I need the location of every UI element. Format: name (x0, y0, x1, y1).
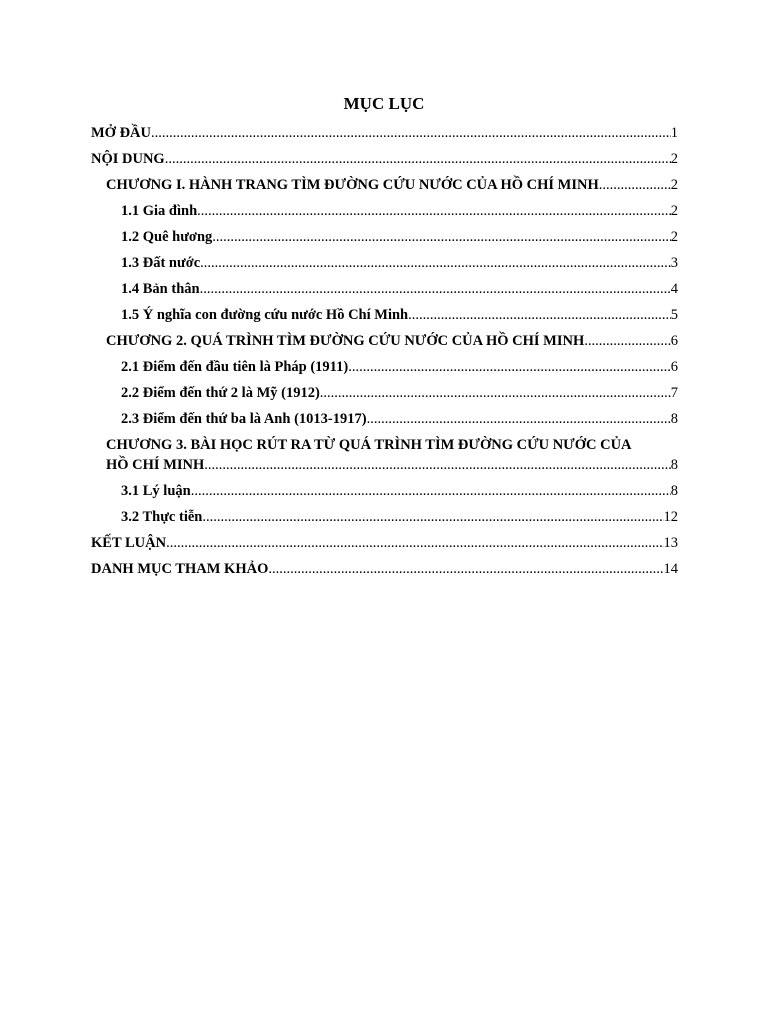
toc-dot-leader (320, 383, 671, 403)
toc-page-number: 2 (670, 177, 678, 193)
toc-page-number: 1 (670, 125, 678, 141)
toc-entry-3-1 (91, 481, 678, 501)
toc-entry-3-2 (91, 507, 678, 527)
toc-entry-1-3 (91, 253, 678, 273)
toc-entry-chapter-3 (91, 435, 678, 475)
toc-entry-1-2 (91, 227, 678, 247)
toc-page-number: 6 (670, 333, 678, 349)
toc-dot-leader (204, 455, 670, 475)
toc-page-number: 7 (670, 385, 678, 401)
toc-dot-leader (408, 305, 671, 325)
toc-page-number: 8 (670, 457, 678, 473)
table-of-contents (91, 123, 678, 585)
toc-dot-leader (202, 507, 663, 527)
toc-page-number: 8 (670, 483, 678, 499)
toc-page-number: 2 (670, 151, 678, 167)
toc-entry-chapter-1 (91, 175, 678, 195)
toc-dot-leader (197, 201, 671, 221)
toc-entry-label: 3.2 Thực tiễn (121, 509, 203, 525)
toc-entry-label: 1.5 Ý nghĩa con đường cứu nước Hồ Chí Minh (121, 307, 409, 323)
toc-page-number: 2 (670, 203, 678, 219)
toc-dot-leader (268, 559, 663, 579)
toc-entry-label: 2.2 Điểm đến thứ 2 là Mỹ (1912) (121, 385, 320, 401)
toc-entry-label: 2.1 Điểm đến đầu tiên là Pháp (1911) (121, 359, 349, 375)
toc-entry-label-line-1: CHƯƠNG 3. BÀI HỌC RÚT RA TỪ QUÁ TRÌNH TÌM ĐƯỜNG CỨU NƯỚC CỦA (106, 437, 632, 453)
toc-entry-danh-muc-tham-khao (91, 559, 678, 579)
toc-entry-label: CHƯƠNG 2. QUÁ TRÌNH TÌM ĐƯỜNG CỨU NƯỚC CỦA HỒ CHÍ MINH (106, 333, 585, 349)
toc-title: MỤC LỤC (343, 94, 425, 113)
toc-entry-ket-luan (91, 533, 678, 553)
toc-page-number: 8 (670, 411, 678, 427)
toc-entry-label: KẾT LUẬN (91, 535, 167, 551)
toc-entry-noi-dung (91, 149, 678, 169)
toc-entry-label: CHƯƠNG I. HÀNH TRANG TÌM ĐƯỜNG CỨU NƯỚC CỦA HỒ CHÍ MINH (106, 177, 599, 193)
toc-entry-label-line-2: HỒ CHÍ MINH (106, 457, 205, 473)
toc-dot-leader (200, 279, 671, 299)
toc-page-number: 4 (670, 281, 678, 297)
toc-page-number: 2 (670, 229, 678, 245)
toc-dot-leader (367, 409, 671, 429)
toc-dot-leader (584, 331, 671, 351)
toc-page-number: 5 (670, 307, 678, 323)
toc-entry-label: 1.4 Bản thân (121, 281, 200, 297)
toc-entry-label: 1.3 Đất nước (121, 255, 201, 271)
toc-dot-leader (166, 533, 663, 553)
toc-page-number: 6 (670, 359, 678, 375)
toc-entry-mo-dau (91, 123, 678, 143)
toc-dot-leader (151, 123, 671, 143)
toc-dot-leader (200, 253, 671, 273)
toc-entry-label: 1.2 Quê hương (121, 229, 213, 245)
toc-entry-1-4 (91, 279, 678, 299)
toc-dot-leader (191, 481, 671, 501)
toc-entry-1-1 (91, 201, 678, 221)
toc-entry-label: 3.1 Lý luận (121, 483, 191, 499)
toc-page-number: 13 (663, 535, 678, 551)
toc-page-number: 12 (663, 509, 678, 525)
toc-dot-leader (348, 357, 671, 377)
toc-entry-label: 1.1 Gia đình (121, 203, 198, 219)
toc-entry-chapter-2 (91, 331, 678, 351)
toc-page-number: 3 (670, 255, 678, 271)
toc-entry-label: DANH MỤC THAM KHẢO (91, 561, 269, 577)
toc-page-number: 14 (663, 561, 678, 577)
toc-dot-leader (599, 175, 671, 195)
toc-dot-leader (165, 149, 671, 169)
toc-entry-1-5 (91, 305, 678, 325)
toc-entry-2-3 (91, 409, 678, 429)
toc-entry-2-1 (91, 357, 678, 377)
toc-entry-label: NỘI DUNG (91, 151, 165, 167)
toc-dot-leader (212, 227, 670, 247)
toc-entry-label: 2.3 Điểm đến thứ ba là Anh (1013-1917) (121, 411, 367, 427)
toc-entry-2-2 (91, 383, 678, 403)
toc-entry-last-line (106, 455, 678, 475)
toc-entry-label: MỞ ĐẦU (91, 125, 152, 141)
